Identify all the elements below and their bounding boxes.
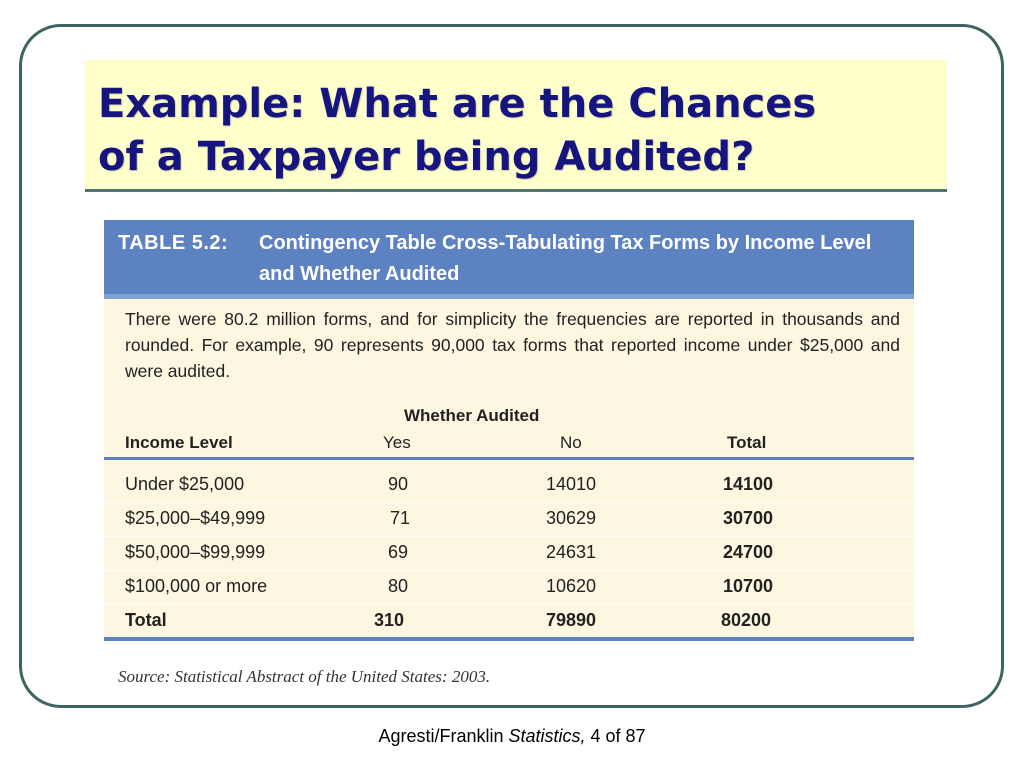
column-header-income-level: Income Level — [125, 433, 233, 452]
table-title: Contingency Table Cross-Tabulating Tax Forms by Income Level and Whether Audited — [259, 232, 872, 285]
group-heading-whether-audited: Whether Audited — [404, 406, 540, 425]
cell-yes: 69 — [388, 542, 409, 562]
cell-income: $25,000–$49,999 — [125, 508, 266, 528]
cell-no: 14010 — [546, 474, 597, 494]
column-header-yes: Yes — [383, 433, 411, 452]
table-description: There were 80.2 million forms, and for simplicity the frequencies are reported in thousands and rounded. For example, 90 represents 90,000 tax forms that reported income under $25,000 and were audited. — [125, 309, 900, 381]
table-row — [104, 469, 914, 503]
cell-total: 30700 — [723, 508, 774, 528]
slide-title: Example: What are the Chances of a Taxpayer being Audited? — [98, 81, 817, 180]
cell-no: 30629 — [546, 508, 597, 528]
table-row — [104, 503, 914, 537]
footer-authors: Agresti/Franklin — [378, 726, 509, 746]
cell-yes: 80 — [388, 576, 409, 596]
cell-total: 14100 — [723, 474, 774, 494]
cell-income: Total — [125, 610, 167, 630]
cell-no: 24631 — [546, 542, 597, 562]
table-source: Source: Statistical Abstract of the United States: 2003. — [118, 667, 491, 686]
cell-total: 10700 — [723, 576, 774, 596]
cell-no: 10620 — [546, 576, 597, 596]
cell-total: 24700 — [723, 542, 774, 562]
footer-page-number: 4 of 87 — [585, 726, 646, 746]
footer-book-title: Statistics, — [508, 726, 586, 746]
table-bottom-rule — [104, 637, 914, 641]
cell-income: Under $25,000 — [125, 474, 245, 494]
table-label: TABLE 5.2: — [118, 232, 229, 254]
slide-footer — [0, 726, 1024, 747]
cell-yes: 310 — [374, 610, 405, 630]
cell-no: 79890 — [546, 610, 597, 630]
table-row — [104, 571, 914, 605]
cell-yes: 71 — [390, 508, 411, 528]
title-underline — [85, 189, 947, 192]
column-header-total: Total — [727, 433, 767, 452]
cell-total: 80200 — [721, 610, 772, 630]
cell-yes: 90 — [388, 474, 409, 494]
table-row — [104, 537, 914, 571]
cell-income: $50,000–$99,999 — [125, 542, 266, 562]
table-total-row — [104, 605, 914, 639]
header-rule — [104, 457, 914, 460]
column-header-no: No — [560, 433, 582, 452]
cell-income: $100,000 or more — [125, 576, 268, 596]
